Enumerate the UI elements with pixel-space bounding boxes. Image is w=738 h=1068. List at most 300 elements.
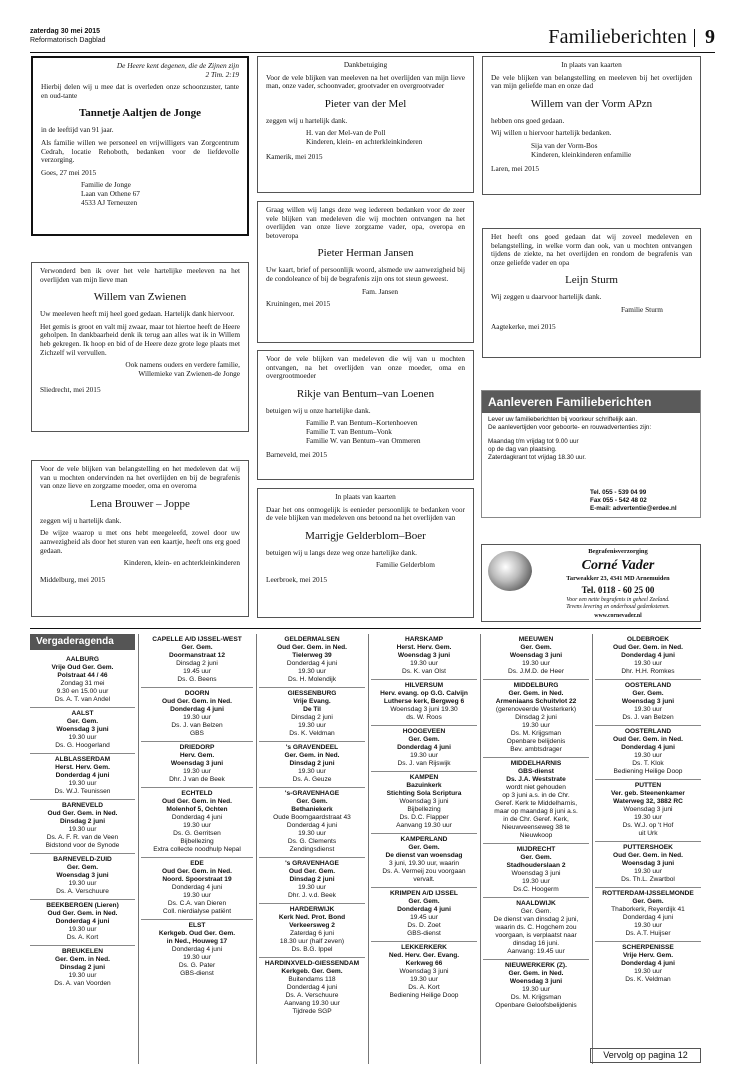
agenda-place: PUTTEN	[634, 782, 662, 789]
agenda-line: Donderdag 4 juni	[622, 914, 674, 921]
agenda-place: SCHERPENISSE	[622, 944, 674, 951]
notice-address-3: 4533 AJ Terneuzen	[81, 197, 138, 207]
agenda-place: 's GRAVENHAGE	[285, 860, 339, 867]
agenda-line: vervalt.	[413, 876, 435, 883]
agenda-line: Bev. ambtsdrager	[510, 746, 562, 753]
agenda-line: Dinsdag 2 juni	[291, 714, 333, 721]
agenda-line: Ds.C. Hoogerm	[513, 886, 559, 893]
notice-van-zwienen	[31, 262, 249, 432]
agenda-line: Oud Ger. Gem. in Ned.	[613, 736, 683, 743]
agenda-place: DRIEDORP	[179, 744, 215, 751]
submission-line-1: Lever uw familieberichten bij voorkeur schriftelijk aan.	[488, 416, 638, 423]
notice-de-jonge	[31, 56, 249, 236]
agenda-line: GBS	[190, 730, 204, 737]
agenda-entry	[483, 634, 589, 680]
agenda-line: Bijbellezing	[407, 806, 441, 813]
agenda-line: 19.30 uur	[634, 868, 662, 875]
agenda-place: LEKKERKERK	[401, 944, 447, 951]
agenda-line: Donderdag 4 juni	[621, 652, 675, 659]
notice-line-2: Wij willen u hiervoor hartelijk bedanken.	[491, 128, 612, 138]
agenda-column-5	[483, 634, 589, 1013]
agenda-entry	[259, 634, 365, 688]
agenda-line: 19.30 uur	[68, 734, 97, 741]
agenda-line: Ver. geb. Steenenkamer	[610, 790, 686, 797]
agenda-line: 19.30 uur	[183, 768, 211, 775]
agenda-line: Ds. J.M.D. de Heer	[507, 668, 565, 675]
agenda-line: Woensdag 3 juni	[56, 872, 109, 879]
agenda-line: 19.30 uur	[522, 878, 550, 885]
agenda-place: HARSKAMP	[404, 636, 444, 643]
agenda-line: Ds. C.A. van Dieren	[167, 900, 227, 907]
agenda-line: De dienst van woensdag	[385, 852, 463, 859]
agenda-line: Doormanstraat 12	[168, 652, 226, 659]
agenda-line: Ger. Gem. in Ned.	[55, 956, 110, 963]
agenda-place: 's GRAVENDEEL	[285, 744, 339, 751]
agenda-place: GELDERMALSEN	[284, 636, 340, 643]
notice-signature-2: Kinderen, kleinkinderen enfamilie	[531, 149, 632, 159]
agenda-line: Oud Ger. Gem. in Ned.	[613, 852, 683, 859]
agenda-place: HARDINXVELD-GIESSENDAM	[264, 960, 360, 967]
agenda-line: Stadhouderslaan 2	[506, 862, 566, 869]
agenda-entry	[483, 960, 589, 1013]
notice-van-der-vorm	[482, 56, 701, 195]
agenda-line: ds. W. Roos	[406, 714, 442, 721]
agenda-line: Ds. J. van Belzen	[622, 714, 674, 721]
agenda-line: 19.30 uur	[68, 972, 97, 979]
agenda-line: Donderdag 4 juni	[621, 744, 675, 751]
agenda-place: ALBLASSERDAM	[54, 756, 111, 763]
notice-place-date: Laren, mei 2015	[491, 164, 540, 174]
agenda-line: Woensdag 3 juni	[397, 652, 451, 659]
agenda-line: Dhr. J. v.d. Beek	[288, 892, 336, 899]
agenda-line: Dinsdag 2 juni	[59, 818, 106, 825]
notice-intro: De vele blijken van belangstelling en meeleven bij het overlijden van mijn geliefde man en onze dad	[491, 72, 692, 91]
agenda-line: Ds. J. van Belzen	[171, 722, 223, 729]
agenda-line: Ds. D. Zoet	[407, 922, 441, 929]
agenda-line: Openbare Geloofsbelijdenis	[495, 1002, 577, 1009]
agenda-line: Ds. T. Klok	[632, 760, 664, 767]
agenda-column-6	[595, 634, 701, 987]
agenda-place: HOOGEVEEN	[402, 728, 446, 735]
agenda-entry	[595, 842, 701, 888]
agenda-entry	[141, 688, 253, 742]
agenda-line: 19.30 uur	[298, 830, 326, 837]
header-divider	[694, 29, 695, 47]
agenda-line: Ds. A. van Voorden	[54, 980, 111, 987]
agenda-line: Zondag 31 mei	[60, 680, 105, 687]
notice-body: Als familie willen we personeel en vrijwilligers van Zorgcentrum Cedrah, locatie Rehoboth, bedanken voor de liefdevolle verzorging.	[41, 137, 239, 165]
agenda-line: Ds. H. Molendijk	[287, 676, 336, 683]
agenda-line: Oud Ger. Gem. in Ned.	[47, 910, 118, 917]
agenda-line: Woensdag 3 juni	[170, 760, 224, 767]
agenda-line: Donderdag 4 juni	[397, 906, 451, 913]
issue-date: zaterdag 30 mei 2015	[30, 28, 101, 35]
agenda-line: Stichting Sola Scriptura	[386, 790, 462, 797]
notice-place-date: Goes, 27 mei 2015	[41, 167, 97, 177]
agenda-place: CAPELLE A/D IJSSEL-WEST	[152, 636, 242, 643]
submission-line-4: op de dag van plaatsing.	[488, 446, 557, 453]
agenda-entry	[595, 634, 701, 680]
agenda-line: Ds. M. Krijgsman	[510, 730, 562, 737]
agenda-line: Ds. A.T. Huijser	[625, 930, 671, 937]
agenda-line: 19.30 uur	[298, 768, 326, 775]
agenda-entry	[371, 680, 477, 726]
agenda-line: Ds. A. Kort	[66, 934, 99, 941]
submission-line-5: Zaterdagkrant tot vrijdag 18.30 uur.	[488, 454, 587, 461]
agenda-line: Oud Ger. Gem. in Ned.	[613, 644, 683, 651]
agenda-line: 19.30 uur	[522, 660, 550, 667]
agenda-line: Ds. D.C. Flapper	[399, 814, 449, 821]
ad-website[interactable]: www.cornevader.nl	[594, 613, 642, 619]
column-divider	[256, 634, 257, 1064]
agenda-line: Dhr. J van de Beek	[169, 776, 225, 783]
agenda-line: Verkeersweg 2	[289, 922, 335, 929]
agenda-entry	[259, 688, 365, 742]
agenda-line: (gerenoveerde Westerkerk)	[495, 706, 577, 713]
agenda-line: 19.30 uur	[298, 884, 326, 891]
notice-body: De wijze waarop u met ons hebt meegeleefd, zowel door uw aanwezigheid als door het sturen van een kaartje, heeft ons erg goed gedaan.	[40, 528, 240, 555]
agenda-place: DOORN	[184, 690, 210, 697]
submission-title: Aanleveren Familieberichten	[482, 391, 700, 413]
agenda-line: Donderdag 4 juni	[55, 918, 110, 925]
agenda-place: BREUKELEN	[61, 948, 104, 955]
ad-company-name: Corné Vader	[581, 558, 655, 573]
section-title: Familieberichten	[548, 26, 687, 48]
agenda-line: Bijbellezing	[180, 838, 214, 845]
agenda-line: Woensdag 3 juni	[511, 870, 561, 877]
agenda-line: Kerkgeb. Oud Ger. Gem.	[158, 930, 236, 937]
submission-phone: Tel. 055 - 539 04 99	[590, 489, 647, 496]
company-logo	[488, 551, 532, 591]
agenda-place: BARNEVELD-ZUID	[53, 856, 112, 863]
notice-van-der-mel	[257, 56, 474, 193]
notice-intro: Verwonderd ben ik over het vele hartelijke meeleven na het overlijden van mijn lieve man	[40, 266, 240, 284]
agenda-place: ELST	[188, 922, 206, 929]
agenda-title: Vergaderagenda	[30, 634, 135, 650]
agenda-entry	[30, 854, 135, 900]
agenda-line: Woensdag 3 juni	[399, 798, 449, 805]
submission-text	[482, 413, 700, 462]
agenda-line: Ds. G. Hoogerland	[55, 742, 110, 749]
agenda-line: Ger. Gem.	[632, 690, 664, 697]
notice-intro: Het heeft ons goed gedaan dat wij zoveel medeleven en belangstelling, in welke vorm dan ook, van u mochten ontvangen tijdens de ziekte, na het overlijden en rondom de begrafenis van onze geliefde vader en opa	[491, 232, 692, 267]
agenda-line: Ger. Gem.	[66, 864, 99, 871]
agenda-line: Ds. K. Veldman	[289, 730, 335, 737]
notice-thanks: zeggen wij u hartelijk dank.	[40, 515, 122, 525]
agenda-line: Herv. Gem.	[179, 752, 215, 759]
notice-van-loenen	[257, 350, 474, 480]
agenda-line: 19.30 uur	[68, 780, 97, 787]
agenda-line: Oud Ger. Gem.	[288, 868, 336, 875]
submission-email[interactable]: E-mail: advertentie@erdee.nl	[590, 505, 677, 513]
agenda-line: 19.30 uur	[522, 986, 550, 993]
agenda-line: Kerkgeb. Ger. Gem.	[281, 968, 343, 975]
agenda-line: Ds. A. T. van Andel	[54, 696, 111, 703]
notice-signature-2: Kinderen, klein- en achterkleinkinderen	[306, 136, 423, 146]
agenda-line: Donderdag 4 juni	[286, 984, 338, 991]
ad-phone: Tel. 0118 - 60 25 00	[581, 585, 655, 595]
agenda-line: in de Chr. Geref. Kerk,	[503, 816, 569, 823]
agenda-line: Kerkweg 66	[405, 960, 443, 967]
agenda-place: BEEKBERGEN (Lieren)	[46, 902, 119, 909]
agenda-line: Donderdag 4 juni	[170, 706, 224, 713]
agenda-line: Donderdag 4 juni	[171, 946, 223, 953]
agenda-entry	[141, 858, 253, 920]
notice-thanks: Wij zeggen u daarvoor hartelijk dank.	[491, 292, 602, 302]
agenda-line: Ds. J.A. Weststrate	[506, 776, 566, 783]
agenda-line: Ds. J. van Rijswijk	[397, 760, 451, 767]
agenda-line: De Til	[303, 706, 321, 713]
agenda-line: Ger. Gem.	[408, 736, 440, 743]
page-header	[30, 26, 715, 53]
agenda-line: op 3 juni a.s. in de Chr.	[502, 792, 570, 799]
agenda-line: Extra collecte noodhulp Nepal	[153, 846, 241, 853]
agenda-place: NIEUWERKERK (Z).	[505, 962, 567, 969]
agenda-place: MIDDELHARNIS	[510, 760, 562, 767]
agenda-place: OOSTERLAND	[624, 682, 672, 689]
notice-thanks: zeggen wij u hartelijk dank.	[266, 115, 348, 125]
notice-address-2: Laan van Othene 67	[81, 188, 140, 198]
notice-jansen	[257, 201, 474, 343]
agenda-place: MIDDELBURG	[513, 682, 559, 689]
notice-line-1: hebben ons goed gedaan.	[491, 115, 565, 125]
agenda-line: Geref. Kerk te Middelharnis,	[494, 800, 578, 807]
notice-place-date: Kruiningen, mei 2015	[266, 299, 331, 309]
agenda-place: KAMPEN	[409, 774, 439, 781]
notice-intro: Daar het ons onmogelijk is eenieder persoonlijk te bedanken voor de vele blijken van medeleven ons betoond na het overlijden van	[266, 504, 465, 523]
page-number: 9	[705, 26, 715, 48]
deceased-name: Pieter Herman Jansen	[317, 247, 414, 260]
agenda-place: MIJDRECHT	[516, 846, 556, 853]
agenda-line: 9.30 en 15.00 uur	[56, 688, 109, 695]
agenda-place: AALBURG	[66, 656, 99, 663]
agenda-line: Dinsdag 2 juni	[176, 660, 218, 667]
agenda-line: Dinsdag 2 juni	[515, 714, 557, 721]
agenda-entry	[30, 800, 135, 854]
agenda-line: Oud Ger. Gem. in Ned.	[277, 644, 347, 651]
deceased-name: Leijn Sturm	[565, 274, 618, 287]
agenda-place: HILVERSUM	[404, 682, 444, 689]
agenda-entry	[141, 920, 253, 981]
agenda-line: voorgaan, is verplaatst naar	[495, 932, 577, 939]
column-divider	[480, 634, 481, 1064]
agenda-line: Ger. Gem.	[296, 798, 328, 805]
agenda-line: Vrije Evang.	[293, 698, 331, 705]
agenda-line: Ger. Gem.	[181, 644, 213, 651]
bible-verse: De Heere kent degenen, die de Zijnen zijn	[116, 61, 239, 70]
agenda-entry	[371, 942, 477, 1003]
agenda-line: Buitendams 118	[288, 976, 336, 983]
agenda-line: Ger. Gem.	[520, 644, 552, 651]
agenda-line: Woensdag 3 juni	[621, 860, 675, 867]
agenda-line: Woensdag 3 juni	[509, 652, 563, 659]
agenda-line: Woensdag 3 juni	[623, 806, 673, 813]
agenda-entry	[141, 742, 253, 788]
agenda-line: Ger. Gem.	[520, 854, 552, 861]
agenda-entry	[30, 900, 135, 946]
notice-heading: In plaats van kaarten	[335, 492, 396, 501]
notice-signature: Familie Gelderblom	[376, 560, 435, 570]
agenda-line: 19.30 uur	[183, 954, 211, 961]
agenda-place: BARNEVELD	[61, 802, 104, 809]
notice-sturm	[482, 228, 701, 358]
notice-boer	[257, 488, 474, 618]
agenda-line: Bediening Heilige Doop	[613, 768, 683, 775]
agenda-place: GIESSENBURG	[287, 690, 337, 697]
agenda-entry	[595, 780, 701, 842]
agenda-line: Bazuinkerk	[406, 782, 442, 789]
notice-paragraph-1: Uw meeleven heeft mij heel goed gedaan. Hartelijk dank hiervoor.	[40, 309, 235, 319]
agenda-line: 19.30 uur	[634, 752, 662, 759]
agenda-entry	[595, 726, 701, 780]
agenda-line: 19.30 uur	[410, 752, 438, 759]
ad-heading: Begrafenisverzorging	[588, 548, 648, 555]
agenda-line: 19.30 uur	[68, 926, 97, 933]
notice-signature: Fam. Jansen	[362, 286, 399, 296]
agenda-line: Ger. Gem. in Ned.	[508, 690, 564, 697]
notice-intro: Graag willen wij langs deze weg iedereen bedanken voor de zeer vele blijken van medeleven die wij mochten ontvangen na het overlijden van onze lieve zorgzame vader, opa, overopa en betoveropa	[266, 205, 465, 240]
agenda-line: Ds. Th.L. Zwartbol	[621, 876, 675, 883]
notice-place-date: Kamerik, mei 2015	[266, 151, 323, 161]
agenda-entry	[483, 844, 589, 898]
agenda-line: Woensdag 3 juni	[56, 726, 109, 733]
agenda-line: Dinsdag 2 juni	[289, 876, 335, 883]
agenda-line: GBS-dienst	[180, 970, 214, 977]
notice-place-date: Aagtekerke, mei 2015	[491, 321, 556, 331]
notice-heading: Dankbetuiging	[343, 60, 388, 69]
agenda-line: Ds. G. Pater	[178, 962, 216, 969]
agenda-entry	[259, 788, 365, 858]
agenda-line: Herv. evang. op G.G. Calvijn	[380, 690, 468, 697]
agenda-line: Dhr. H.H. Romkes	[621, 668, 675, 675]
agenda-place: ROTTERDAM-IJSSELMONDE	[602, 890, 694, 897]
agenda-place: OOSTERLAND	[624, 728, 672, 735]
agenda-line: Ds. K. Veldman	[625, 976, 671, 983]
agenda-entry	[259, 742, 365, 788]
notice-heading: In plaats van kaarten	[561, 60, 622, 69]
agenda-line: Oud Ger. Gem. in Ned.	[162, 698, 232, 705]
notice-signature-2: Familie T. van Bentum–Vonk	[306, 426, 392, 436]
agenda-place: AALST	[71, 710, 94, 717]
column-divider	[138, 634, 139, 1064]
agenda-line: Ds. G. Clements	[287, 838, 337, 845]
deceased-name: Willem van Zwienen	[93, 291, 187, 304]
agenda-line: Openbare belijdenis	[506, 738, 566, 745]
submission-line-2: De aanlevertijden voor geboorte- en rouwadvertenties zijn:	[488, 424, 652, 431]
agenda-line: Molenhof 5, Ochten	[166, 806, 228, 813]
agenda-line: 19.30 uur	[410, 660, 438, 667]
agenda-entry	[30, 708, 135, 754]
deceased-name: Lena Brouwer – Joppe	[90, 497, 190, 510]
agenda-line: Dinsdag 2 juni	[289, 760, 335, 767]
agenda-line: GBS-dienst	[518, 768, 554, 775]
agenda-line: Ds. W.J. op 't Hof	[622, 822, 674, 829]
agenda-line: Ds. A. Verschuure	[56, 888, 109, 895]
deceased-name: Tannetje Aaltjen de Jonge	[78, 107, 202, 120]
agenda-entry	[371, 726, 477, 772]
notice-thanks: betuigen wij u langs deze weg onze hartelijke dank.	[266, 547, 417, 557]
agenda-line: Bethaniekerk	[291, 806, 333, 813]
notice-signature-1: Familie P. van Bentum–Kortenhoeven	[306, 418, 418, 428]
agenda-entry	[595, 888, 701, 942]
agenda-entry	[483, 758, 589, 844]
continued-on-page[interactable]: Vervolg op pagina 12	[590, 1048, 701, 1063]
agenda-line: 19.30 uur	[183, 714, 211, 721]
submission-fax: Fax 055 - 542 48 02	[590, 497, 647, 505]
notice-intro: Hierbij delen wij u mee dat is overleden onze schoonzuster, tante en oud-tante	[41, 82, 239, 100]
agenda-place: 's-GRAVENHAGE	[284, 790, 340, 797]
agenda-entry	[30, 754, 135, 800]
agenda-place: PUTTERSHOEK	[623, 844, 673, 851]
agenda-column-3	[259, 634, 365, 1019]
agenda-line: 19.30 uur	[410, 976, 438, 983]
agenda-entry	[371, 772, 477, 834]
agenda-line: Nieuwveenseweg 38 te	[501, 824, 571, 831]
agenda-entry	[259, 858, 365, 904]
agenda-entry	[30, 654, 135, 708]
agenda-line: Donderdag 4 juni	[171, 884, 223, 891]
ad-slogan	[538, 597, 698, 611]
agenda-line: Donderdag 4 juni	[621, 960, 675, 967]
agenda-line: 19.45 uur	[410, 914, 438, 921]
agenda-line: Ds. A. Verschuure	[285, 992, 339, 999]
agenda-line: GBS-dienst	[407, 930, 441, 937]
column-divider	[368, 634, 369, 1064]
agenda-line: Zendingsdienst	[289, 846, 335, 853]
agenda-line: Dinsdag 2 juni	[59, 964, 106, 971]
agenda-line: Coll. nierdialyse patiënt	[162, 908, 232, 915]
notice-signature-1: Sija van der Vorm-Bos	[531, 140, 598, 150]
submission-info-box	[481, 390, 701, 518]
agenda-line: 19.30 uur	[522, 722, 550, 729]
agenda-line: 18.30 uur (half zeven)	[279, 938, 345, 945]
agenda-line: Kerk Ned. Prot. Bond	[278, 914, 346, 921]
agenda-line: Donderdag 4 juni	[397, 744, 451, 751]
notice-intro: Voor de vele blijken van belangstelling en het medeleven dat wij van u mochten ondervinden na het overlijden en bij de begrafenis van onze lieve en zorgzame moeder, oma en overoma	[40, 464, 240, 491]
agenda-line: Woensdag 3 juni	[399, 968, 449, 975]
section-divider	[30, 628, 701, 629]
agenda-line: Donderdag 4 juni	[286, 660, 338, 667]
notice-signature-3: Familie W. van Bentum–van Ommeren	[306, 435, 421, 445]
agenda-line: Ger. Gem. in Ned.	[284, 752, 340, 759]
agenda-line: Oud Ger. Gem. in Ned.	[47, 810, 118, 817]
agenda-place: KAMPERLAND	[400, 836, 448, 843]
agenda-line: 19.30 uur	[634, 814, 662, 821]
notice-thanks: betuigen wij u onze hartelijke dank.	[266, 405, 371, 415]
agenda-line: Ger. Gem. in Ned.	[508, 970, 564, 977]
agenda-line: Ds. A. Vermeij zou voorgaan	[382, 868, 466, 875]
agenda-line: Aanvang 19.30 uur	[284, 1000, 340, 1007]
agenda-line: De dienst van dinsdag 2 juni,	[493, 916, 579, 923]
agenda-column-4	[371, 634, 477, 1003]
agenda-line: 19.30 uur	[68, 880, 97, 887]
agenda-line: Woensdag 3 juni	[509, 978, 563, 985]
agenda-line: Polstraat 44 / 46	[57, 672, 108, 679]
notice-place-date: Barneveld, mei 2015	[266, 450, 327, 460]
agenda-line: 19.30 uur	[634, 660, 662, 667]
agenda-place: ECHTELD	[181, 790, 213, 797]
agenda-line: Ds. B.G. Ippel	[291, 946, 333, 953]
agenda-line: Oud Ger. Gem. in Ned.	[162, 868, 232, 875]
agenda-line: Ger. Gem.	[408, 898, 440, 905]
agenda-entry	[259, 958, 365, 1019]
notice-place-date: Sliedrecht, mei 2015	[40, 385, 101, 395]
submission-line-3: Maandag t/m vrijdag tot 9.00 uur	[488, 438, 579, 445]
agenda-line: Waterweg 32, 3882 RC	[613, 798, 683, 805]
ad-slogan-1: Voor een nette begrafenis in geheel Zeeland.	[566, 597, 670, 603]
agenda-line: 3 juni, 19.30 uur, waarin	[388, 860, 459, 867]
agenda-line: Ds. G. Gerritsen	[173, 830, 221, 837]
